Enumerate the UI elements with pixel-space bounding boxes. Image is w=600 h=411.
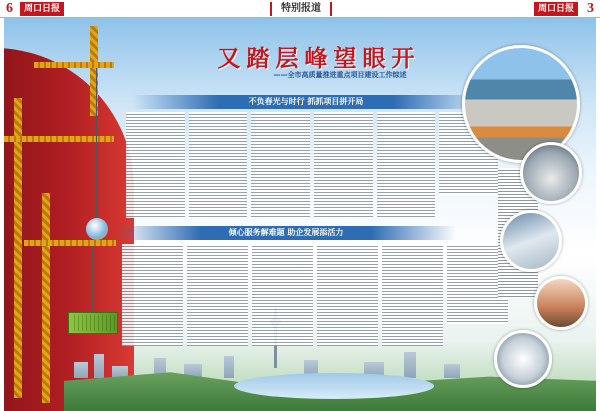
text-column	[317, 244, 378, 346]
text-column	[126, 112, 185, 218]
industrial-plant-photo	[500, 210, 562, 272]
headline: 又踏层峰望眼开	[217, 45, 421, 72]
page-header	[0, 0, 600, 18]
crane-cable	[96, 68, 97, 218]
crane-tower-icon	[14, 98, 22, 398]
globe-cargo-icon	[86, 218, 108, 240]
crane-arm-icon	[24, 240, 116, 246]
building	[224, 356, 234, 378]
city-skyline	[64, 348, 504, 378]
shipping-container-icon	[68, 312, 118, 334]
building	[94, 354, 104, 378]
section-title: 特别报道	[270, 2, 332, 16]
page-number-left: 6	[6, 1, 13, 16]
river	[234, 373, 434, 399]
crane-cable	[92, 246, 93, 312]
text-column	[189, 112, 248, 218]
building	[444, 364, 460, 378]
article-columns-top	[126, 112, 498, 218]
section-banner-1: 不负春光与时行 抓抓项目拼开局	[132, 95, 480, 109]
building	[404, 352, 416, 378]
text-column	[251, 112, 310, 218]
building	[74, 362, 88, 378]
feature-spread	[4, 18, 596, 411]
subheadline: ——全市高质量推进重点项目建设工作综述	[273, 71, 407, 79]
production-line-photo	[494, 330, 552, 388]
text-column	[122, 244, 183, 346]
article-columns-bottom	[122, 244, 508, 346]
workshop-photo	[534, 276, 588, 330]
factory-interior-photo	[520, 142, 582, 204]
section-banner-2: 倾心服务解难题 助企发展添活力	[116, 226, 456, 240]
crane-tower-icon	[42, 193, 50, 403]
text-column	[187, 244, 248, 346]
crane-arm-icon	[34, 62, 114, 68]
newspaper-logo-left: 周口日报	[20, 2, 64, 16]
crane-arm-icon	[4, 136, 114, 142]
page-number-right: 3	[587, 1, 594, 16]
text-column	[382, 244, 443, 346]
text-column	[252, 244, 313, 346]
text-column	[377, 112, 436, 218]
text-column	[314, 112, 373, 218]
newspaper-logo-right: 周口日报	[534, 2, 578, 16]
